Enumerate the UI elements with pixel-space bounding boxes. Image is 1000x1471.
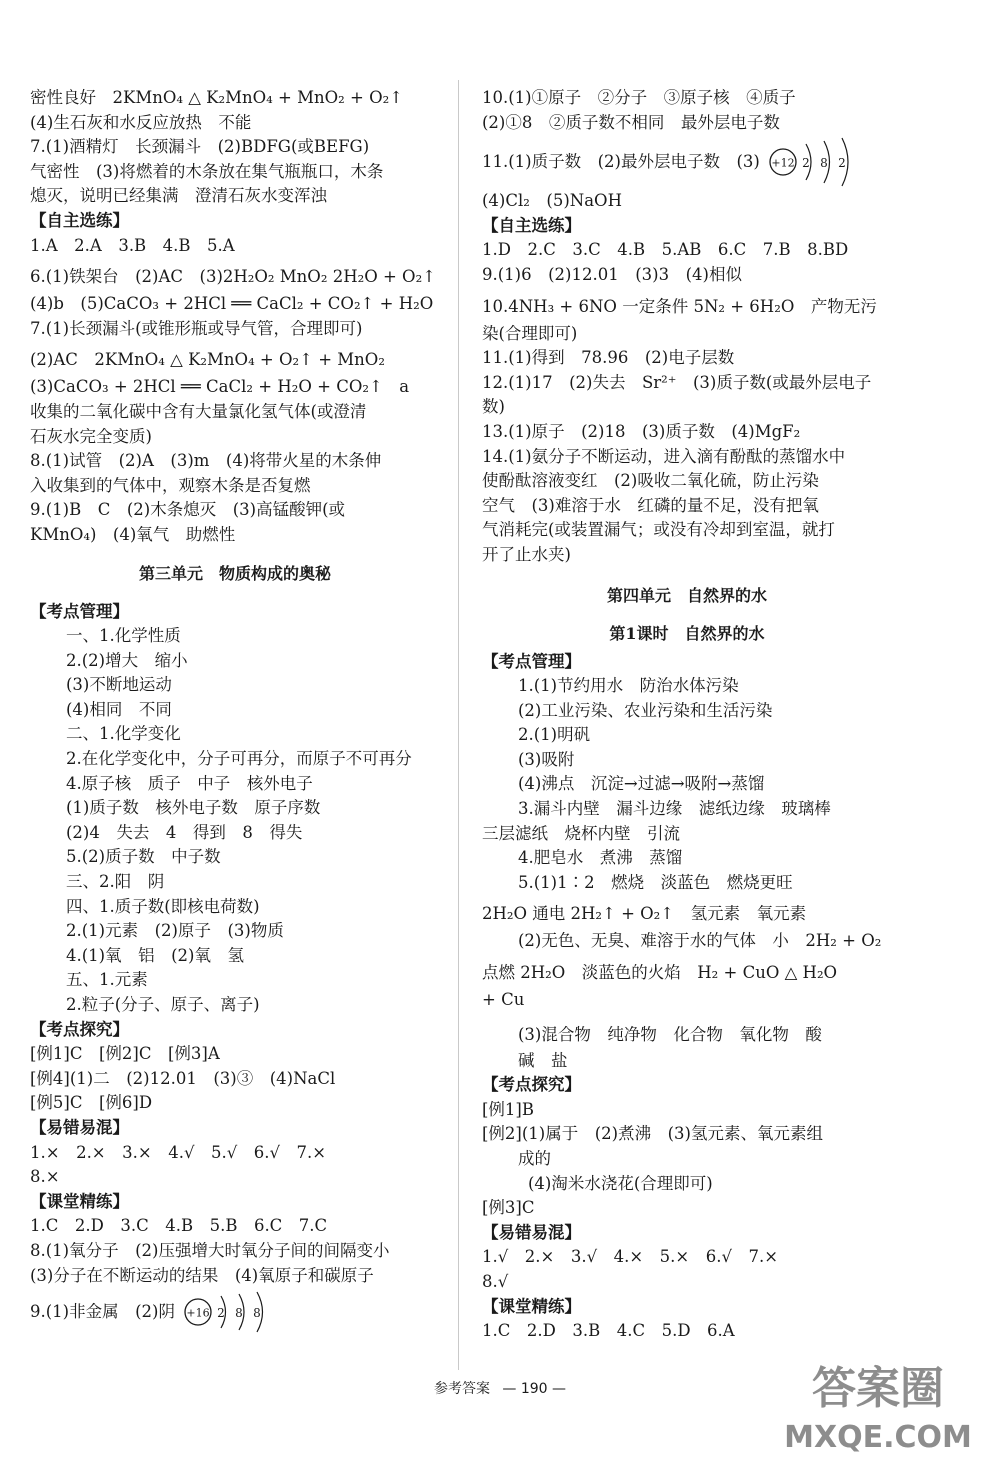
answer-line: 1.C 2.D 3.B 4.C 5.D 6.A (482, 1321, 735, 1341)
lesson-title: 第1课时 自然界的水 (609, 623, 765, 643)
answer-line: 石灰水完全变质) (30, 426, 152, 446)
answer-line: + Cu (482, 990, 525, 1010)
answer-line: 14.(1)氨分子不断运动，进入滴有酚酞的蒸馏水中 (482, 446, 846, 466)
answer-line: 入收集到的气体中，观察木条是否复燃 (30, 475, 311, 495)
answer-line: (2)工业污染、农业污染和生活污染 (518, 700, 773, 720)
right-column (482, 86, 892, 1344)
answer-line: [例1]B (482, 1099, 534, 1119)
atom-structure-diagram (766, 136, 876, 188)
unit-title: 第四单元 自然界的水 (606, 585, 767, 605)
answer-line: 2.(1)明矾 (518, 725, 591, 745)
answer-line: 7.(1)长颈漏斗(或锥形瓶或导气管，合理即可) (30, 318, 363, 338)
answer-line: 4.(1)氧 铝 (2)氧 氢 (66, 945, 244, 965)
answer-line: 1.C 2.D 3.C 4.B 5.B 6.C 7.C (30, 1216, 328, 1236)
shell-electron-count: 8 (235, 1306, 243, 1321)
answer-line: (4)淘米水浇花(合理即可) (528, 1173, 713, 1193)
answer-line: 2H₂O 通电 2H₂↑ + O₂↑ 氢元素 氧元素 (482, 904, 807, 924)
section-heading: 【考点探究】 (30, 1019, 129, 1039)
section-heading: 【考点探究】 (482, 1075, 581, 1095)
answer-line: 11.(1)得到 78.96 (2)电子层数 (482, 348, 735, 368)
answer-line: (4)沸点 沉淀→过滤→吸附→蒸馏 (518, 774, 765, 794)
watermark-logo (768, 1351, 988, 1461)
answer-line: [例5]C [例6]D (30, 1093, 153, 1113)
answer-line: 11.(1)质子数 (2)最外层电子数 (3) (482, 151, 760, 171)
answer-line: (4)生石灰和水反应放热 不能 (30, 112, 252, 132)
answer-line: 2.在化学变化中，分子可再分，而原子不可再分 (66, 749, 412, 769)
answer-line: (2)4 失去 4 得到 8 得失 (66, 822, 303, 842)
answer-line: 1.× 2.× 3.× 4.√ 5.√ 6.√ 7.× (30, 1142, 327, 1162)
answer-line: (2)①8 ②质子数不相同 最外层电子数 (482, 112, 780, 132)
answer-line: 空气 (3)难溶于水 红磷的量不足，没有把氧 (482, 495, 819, 515)
answer-line: 5.(1)1∶2 燃烧 淡蓝色 燃烧更旺 (518, 872, 793, 892)
answer-line: (4)b (5)CaCO₃ + 2HCl ══ CaCl₂ + CO₂↑ + H₂O (30, 294, 434, 314)
answer-line: 碱 盐 (518, 1050, 568, 1070)
answer-line: 数) (482, 397, 505, 417)
answer-line: 9.(1)非金属 (2)阴 (30, 1301, 175, 1321)
watermark-brand: 答案圈 (812, 1363, 944, 1414)
section-heading: 【课堂精练】 (482, 1296, 581, 1316)
answer-line: 开了止水夹) (482, 544, 571, 564)
answer-line: 8.(1)试管 (2)A (3)m (4)将带火星的木条伸 (30, 451, 382, 471)
page-number: — 190 — (502, 1381, 567, 1397)
answer-line: 8.√ (482, 1271, 509, 1291)
answer-line: 三层滤纸 烧杯内壁 引流 (482, 823, 680, 843)
answer-line: KMnO₄) (4)氧气 助燃性 (30, 524, 236, 544)
shell-electron-count: 8 (820, 156, 828, 171)
watermark-url: MXQE.COM (784, 1420, 972, 1455)
answer-line: 2.(1)元素 (2)原子 (3)物质 (66, 921, 284, 941)
answer-line: 10.(1)①原子 ②分子 ③原子核 ④质子 (482, 88, 796, 107)
shell-electron-count: 2 (217, 1306, 225, 1321)
unit-title: 第三单元 物质构成的奥秘 (138, 563, 331, 583)
answer-line: 12.(1)17 (2)失去 Sr²⁺ (3)质子数(或最外层电子 (482, 372, 872, 392)
answer-line: [例3]C (482, 1198, 535, 1218)
answer-line: 9.(1)B C (2)木条熄灭 (3)高锰酸钾(或 (30, 500, 346, 520)
answer-line: 13.(1)原子 (2)18 (3)质子数 (4)MgF₂ (482, 421, 801, 441)
answer-line: 10.4NH₃ + 6NO 一定条件 5N₂ + 6H₂O 产物无污 (482, 296, 877, 316)
shell-electron-count: 8 (253, 1306, 261, 1321)
section-heading: 【易错易混】 (482, 1222, 581, 1242)
answer-line: 收集的二氧化碳中含有大量氯化氢气体(或澄清 (30, 401, 367, 421)
answer-line: 三、2.阳 阴 (66, 872, 165, 892)
answer-line: 9.(1)6 (2)12.01 (3)3 (4)相似 (482, 264, 742, 284)
answer-line: (3)CaCO₃ + 2HCl ══ CaCl₂ + H₂O + CO₂↑ a (30, 377, 410, 397)
answer-line: [例4](1)二 (2)12.01 (3)③ (4)NaCl (30, 1068, 336, 1088)
atom-structure-diagram (181, 1289, 291, 1335)
question-11-row (482, 135, 892, 189)
section-heading: 【自主选练】 (30, 210, 129, 230)
answer-line: 8.× (30, 1167, 60, 1187)
left-column (30, 86, 440, 1336)
shell-electron-count: 2 (802, 156, 810, 171)
answer-line: 四、1.质子数(即核电荷数) (66, 896, 260, 916)
answer-line: 2.(2)增大 缩小 (66, 650, 188, 670)
answer-line: 一、1.化学性质 (66, 626, 181, 646)
answer-line: 4.肥皂水 煮沸 蒸馏 (518, 848, 683, 868)
answer-line: (3)分子在不断运动的结果 (4)氧原子和碳原子 (30, 1265, 374, 1285)
answer-line: 二、1.化学变化 (66, 724, 181, 744)
shell-electron-count: 2 (838, 156, 846, 171)
answer-line: (2)AC 2KMnO₄ △ K₂MnO₄ + O₂↑ + MnO₂ (30, 350, 385, 370)
column-divider (458, 80, 459, 1370)
answer-line: [例1]C [例2]C [例3]A (30, 1044, 220, 1064)
answer-line: (4)相同 不同 (66, 699, 172, 719)
answer-line: 成的 (518, 1149, 551, 1168)
answer-line: (2)无色、无臭、难溶于水的气体 小 2H₂ + O₂ (518, 931, 882, 951)
section-heading: 【易错易混】 (30, 1117, 129, 1137)
section-heading: 【课堂精练】 (30, 1191, 129, 1211)
section-heading: 【考点管理】 (30, 601, 129, 621)
answer-line: (4)Cl₂ (5)NaOH (482, 191, 622, 211)
nucleus-charge: +12 (771, 156, 795, 170)
nucleus-charge: +16 (186, 1306, 210, 1320)
answer-line: (3)不断地运动 (66, 675, 172, 695)
answer-line: (1)质子数 核外电子数 原子序数 (66, 798, 321, 818)
footer-label: 参考答案 (433, 1381, 490, 1397)
answer-line: 6.(1)铁架台 (2)AC (3)2H₂O₂ MnO₂ 2H₂O + O₂↑ (30, 267, 437, 287)
answer-line: 4.原子核 质子 中子 核外电子 (66, 773, 313, 793)
answer-line: 气消耗完(或装置漏气；或没有冷却到室温，就打 (482, 520, 835, 540)
answer-line: 7.(1)酒精灯 长颈漏斗 (2)BDFG(或BEFG) (30, 137, 370, 157)
answer-line: [例2](1)属于 (2)煮沸 (3)氢元素、氧元素组 (482, 1124, 823, 1144)
answer-line: 1.(1)节约用水 防治水体污染 (518, 676, 739, 696)
answer-line: 8.(1)氧分子 (2)压强增大时氧分子间的间隔变小 (30, 1240, 390, 1260)
answer-line: 3.漏斗内壁 漏斗边缘 滤纸边缘 玻璃棒 (518, 799, 831, 819)
section-heading: 【自主选练】 (482, 215, 581, 235)
answer-line: 1.√ 2.× 3.√ 4.× 5.× 6.√ 7.× (482, 1247, 779, 1267)
answer-line: 1.D 2.C 3.C 4.B 5.AB 6.C 7.B 8.BD (482, 240, 849, 260)
answer-line: 使酚酞溶液变红 (2)吸收二氧化硫，防止污染 (482, 471, 819, 491)
answer-line: 密性良好 2KMnO₄ △ K₂MnO₄ + MnO₂ + O₂↑ (30, 88, 404, 107)
question-9-row (30, 1288, 440, 1336)
answer-line: (3)吸附 (518, 749, 575, 769)
answer-line: 点燃 2H₂O 淡蓝色的火焰 H₂ + CuO △ H₂O (482, 963, 838, 983)
answer-line: (3)混合物 纯净物 化合物 氧化物 酸 (518, 1024, 822, 1044)
answer-line: 五、1.元素 (66, 970, 148, 990)
answer-line: 熄灭，说明已经集满 澄清石灰水变浑浊 (30, 186, 327, 206)
answer-line: 气密性 (3)将燃着的木条放在集气瓶瓶口，木条 (30, 161, 384, 181)
answer-line: 2.粒子(分子、原子、离子) (66, 995, 260, 1014)
answer-line: 染(合理即可) (482, 323, 578, 343)
answer-line: 1.A 2.A 3.B 4.B 5.A (30, 235, 235, 255)
answer-line: 5.(2)质子数 中子数 (66, 847, 221, 867)
section-heading: 【考点管理】 (482, 651, 581, 671)
